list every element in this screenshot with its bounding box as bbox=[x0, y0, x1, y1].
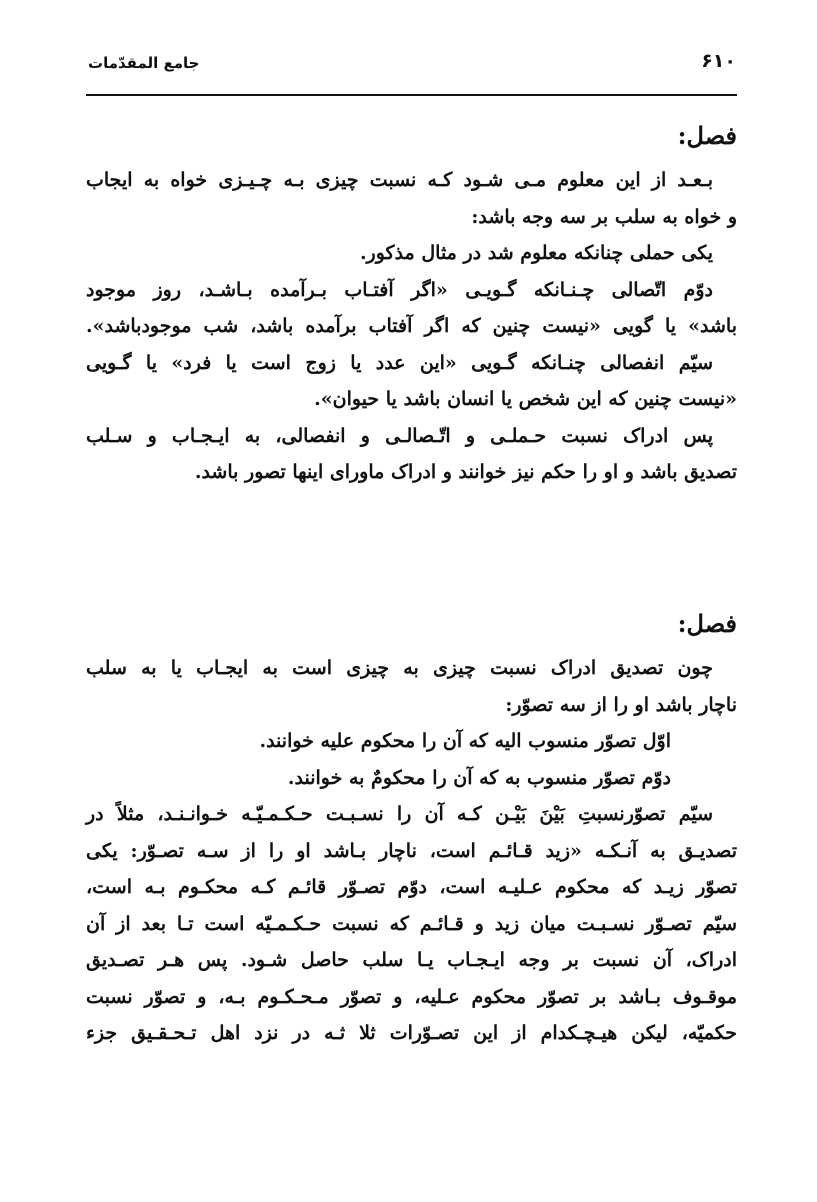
text-line: ادراک، آن نسبت بر وجه ایـجـاب یـا سلب حاصل شـود. پس هـر تصـدیق bbox=[86, 949, 737, 971]
text-line: و خواه به سلب بر سه وجه باشد: bbox=[471, 205, 737, 228]
text-line: موقـوف بـاشد بر تصوّر محکوم عـلیه، و تصوّر مـحـکـوم بـه، و تصوّر نسبت bbox=[86, 985, 737, 1008]
page-number: ۶۱۰ bbox=[701, 50, 736, 72]
running-head-title: جامع المقدّمات bbox=[88, 54, 200, 72]
text-line: حکمیّه، لیکن هیـچـکدام از این تصـوّرات ثلا ثـه در نزد اهل تـحـقـیق جزء bbox=[86, 1022, 737, 1044]
text-line: یکی حملی چنانکه معلوم شد در مثال مذکور. bbox=[359, 242, 713, 264]
text-line: دوّم اتّصالی چـنـانکه گـویـی «اگر آفتـاب بـرآمده بـاشـد، روز موجود bbox=[86, 278, 713, 301]
running-head bbox=[88, 50, 736, 72]
section-2 bbox=[86, 602, 737, 1052]
section-heading: فصل: bbox=[677, 609, 737, 638]
text-line: بـعـد از این معلوم مـی شـود کـه نسبت چیزی بـه چـیـزی خواه به ایجاب bbox=[86, 169, 713, 191]
header-rule bbox=[86, 94, 737, 96]
text-line: چون تصدیق ادراک نسبت چیزی به چیزی است به ایجـاب یا به سلب bbox=[86, 657, 713, 679]
section-1 bbox=[86, 114, 737, 491]
text-line: تصدیـق به آنـکـه «زید قـائـم است، ناچار بـاشد او را از سـه تصـوّر: یکی bbox=[86, 839, 737, 862]
text-line: پس ادراک نسبت حـملـی و اتّـصالـی و انفصالی، به ایـجـاب و سـلب bbox=[86, 424, 713, 447]
text-line: سیّم تصوّرنسبتِ بَیْنَ بَیْـن کـه آن را نسـبـت حـکـمـیّـه خـوانـنـد، مثلاً در bbox=[86, 803, 713, 825]
text-line: اوّل تصوّر منسوب الیه که آن را محکوم علیه خوانند. bbox=[259, 730, 671, 752]
text-line: تصدیق باشد و او را حکم نیز خوانند و ادراک ماورای اینها تصور باشد. bbox=[194, 461, 737, 483]
text-line: باشد» یا گویی «نیست چنین که اگر آفتاب برآمده باشد، شب موجودباشد». bbox=[86, 315, 737, 337]
text-line: سیّم تصـوّر نسـبـت میان زید و قـائـم که نسبت حـکـمـیّه است تـا بعد از آن bbox=[86, 912, 737, 935]
text-line: دوّم تصوّر منسوب به که آن را محکومٌ به خوانند. bbox=[287, 766, 671, 789]
section-heading: فصل: bbox=[677, 121, 737, 150]
text-line: سیّم انفصالی چنـانکه گـویی «این عدد یا زوج است یا فرد» یا گـویی bbox=[86, 351, 713, 374]
text-line: «نیست چنین که این شخص یا انسان باشد یا حیوان». bbox=[314, 388, 737, 410]
text-line: تصوّر زیـد که محکوم عـلیـه است، دوّم تصـوّر قائـم کـه محکـوم بـه است، bbox=[86, 876, 737, 898]
text-line: ناچار باشد او را از سه تصوّر: bbox=[505, 693, 737, 716]
